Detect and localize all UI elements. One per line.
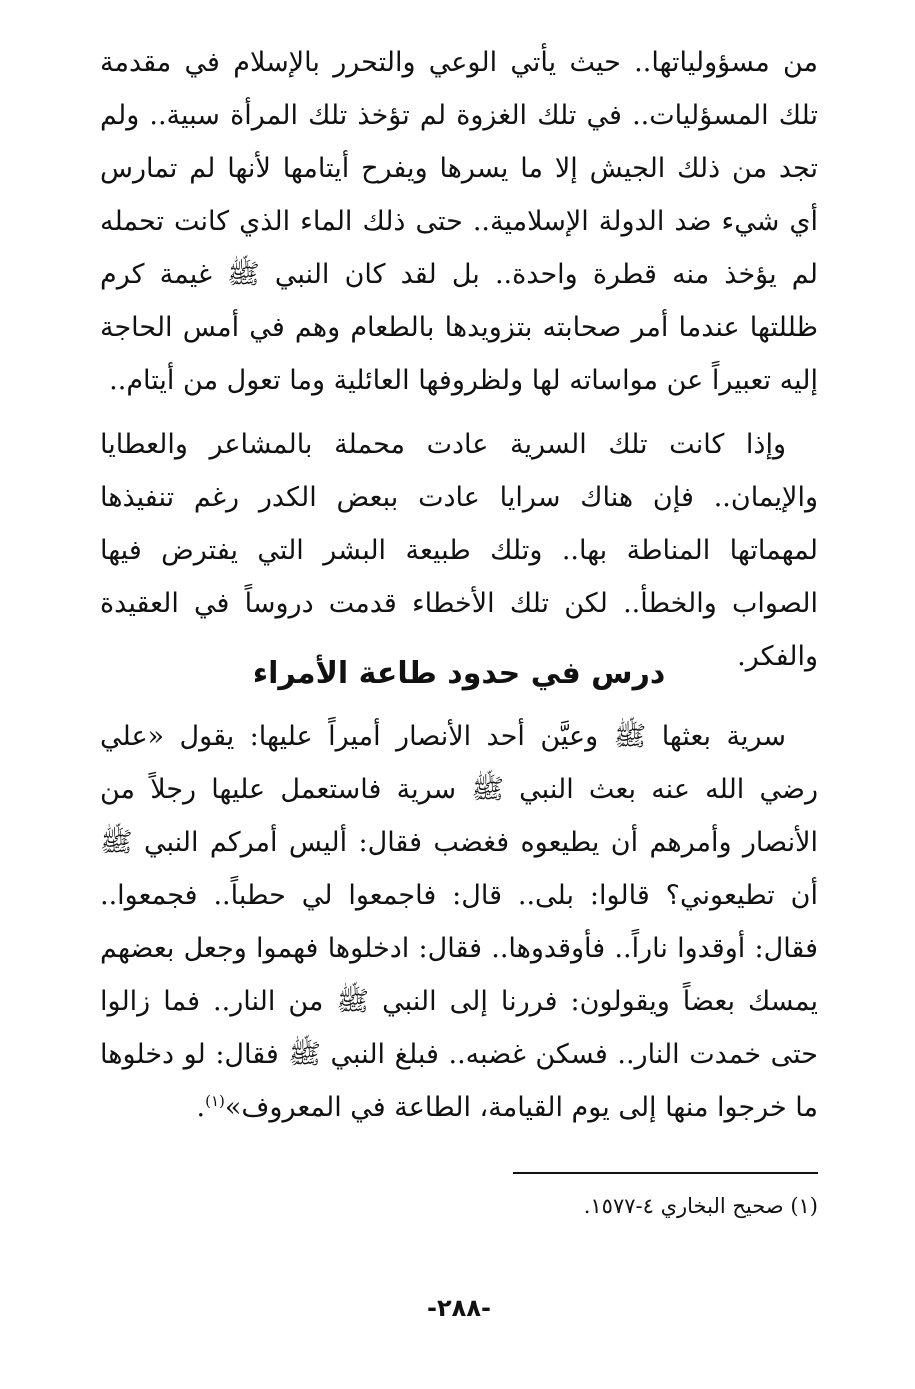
section-heading: درس في حدود طاعة الأمراء — [252, 656, 666, 691]
body-paragraph-2 — [100, 418, 818, 683]
page-number: -٢٨٨- — [427, 1294, 491, 1322]
paragraph-text-main: سرية بعثها ﷺ وعيَّن أحد الأنصار أميراً عليها: يقول «علي رضي الله عنه بعث النبي ﷺ سرية فاستعمل عليها رجلاً من الأنصار وأمرهم أن يطيعوه فغضب فقال: أليس أمركم النبي ﷺ أن تطيعوني؟ قالوا: بلى.. قال: فاجمعوا لي حطباً.. فجمعوا.. فقال: أوقدوا ناراً.. فأوقدوها.. فقال: ادخلوها فهموا وجعل بعضهم يمسك بعضاً ويقولون: فررنا إلى النبي ﷺ من النار.. فما زالوا حتى خمدت النار.. فسكن غضبه.. فبلغ النبي ﷺ فقال: لو دخلوها ما خرجوا منها إلى يوم القيامة، الطاعة في المعروف» — [100, 721, 818, 1123]
paragraph-text: من مسؤولياتها.. حيث يأتي الوعي والتحرر بالإسلام في مقدمة تلك المسؤليات.. في تلك الغزوة لم تؤخذ تلك المرأة سبية.. ولم تجد من ذلك الجيش إلا ما يسرها ويفرح أيتامها لأنها لم تمارس أي شيء ضد الدولة الإسلامية.. حتى ذلك الماء الذي كانت تحمله لم يؤخذ منه قطرة واحدة.. بل لقد كان النبي ﷺ غيمة كرم ظللتها عندما أمر صحابته بتزويدها بالطعام وهم في أمس الحاجة إليه تعبيراً عن مواساته لها ولظروفها العائلية وما تعول من أيتام.. — [100, 47, 818, 396]
body-paragraph-1 — [100, 36, 818, 407]
footnote: (١) صحيح البخاري ٤-١٥٧٧. — [583, 1194, 818, 1218]
body-paragraph-3 — [100, 710, 818, 1134]
paragraph-text — [100, 710, 818, 1134]
paragraph-text: وإذا كانت تلك السرية عادت محملة بالمشاعر والعطايا والإيمان.. فإن هناك سرايا عادت ببعض الكدر رغم تنفيذها لمهماتها المناطة بها.. وتلك طبيعة البشر التي يفترض فيها الصواب والخطأ.. لكن تلك الأخطاء قدمت دروساً في العقيدة والفكر. — [100, 429, 818, 672]
footnote-reference: (١) — [205, 1092, 225, 1110]
footnote-divider — [513, 1172, 818, 1174]
paragraph-end-punctuation: . — [196, 1092, 206, 1123]
